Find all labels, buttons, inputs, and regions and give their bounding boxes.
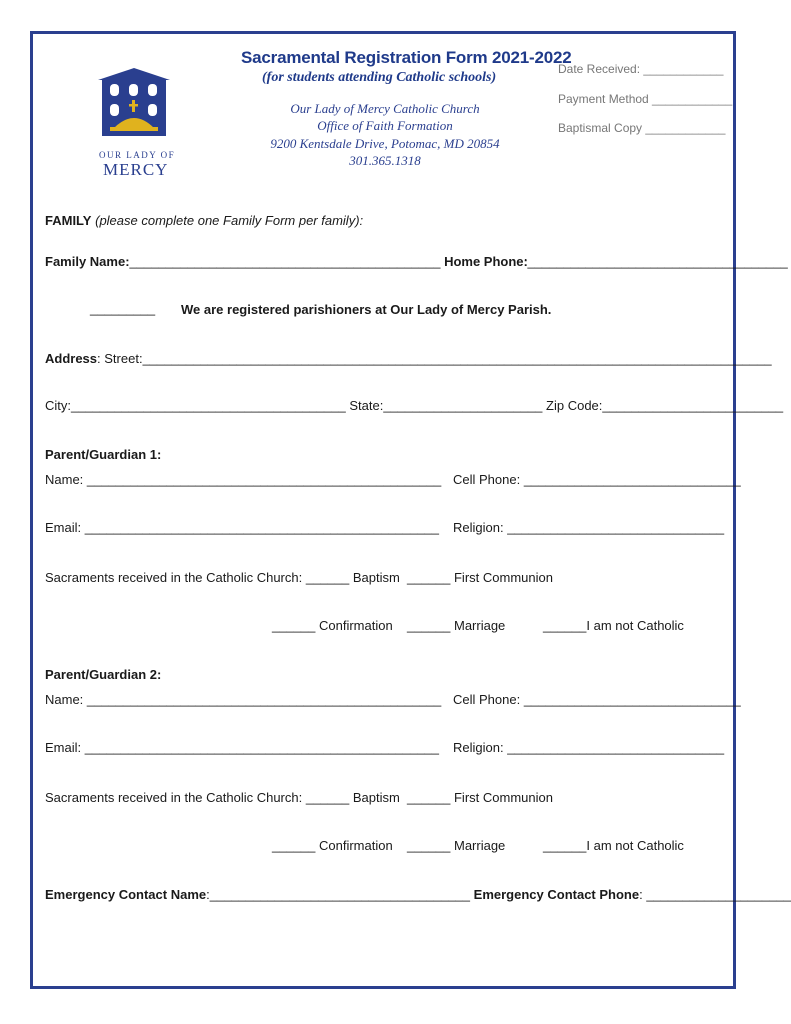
form-subtitle: (for students attending Catholic schools): [262, 70, 497, 85]
religion-label: Religion:: [453, 520, 508, 535]
guardian1-baptism[interactable]: Sacraments received in the Catholic Church: ______ Baptism: [45, 570, 400, 585]
guardian2-baptism[interactable]: Sacraments received in the Catholic Church: ______ Baptism: [45, 790, 400, 805]
logo-line2: MERCY: [103, 160, 169, 179]
guardian1-first-communion[interactable]: ______ First Communion: [407, 570, 553, 585]
cell-label: Cell Phone:: [453, 692, 524, 707]
home-phone-label: Home Phone:: [444, 254, 528, 269]
guardian2-religion-input[interactable]: ______________________________: [507, 740, 725, 755]
family-heading-note: (please complete one Family Form per family):: [95, 213, 364, 228]
guardian2-first-communion[interactable]: ______ First Communion: [407, 790, 553, 805]
church-tower-icon: [96, 66, 172, 146]
city-row: [45, 398, 783, 413]
guardian1-email-row: [45, 520, 439, 535]
guardian1-not-catholic[interactable]: ______I am not Catholic: [543, 618, 684, 633]
church-phone: 301.365.1318: [349, 153, 421, 168]
emergency-row: [45, 887, 791, 902]
guardian1-religion-row: [453, 520, 724, 535]
form-title: Sacramental Registration Form 2021-2022: [241, 48, 572, 67]
address-label: Address: [45, 351, 98, 366]
family-name-row: [45, 254, 788, 269]
church-address: 9200 Kentsdale Drive, Potomac, MD 20854: [270, 136, 500, 151]
guardian2-name-input[interactable]: _________________________________________________: [86, 692, 442, 707]
guardian2-name-row: [45, 692, 441, 707]
guardian2-not-catholic[interactable]: ______I am not Catholic: [543, 838, 684, 853]
guardian2-confirmation[interactable]: ______ Confirmation: [272, 838, 393, 853]
guardian1-religion-input[interactable]: ______________________________: [507, 520, 725, 535]
family-name-label: Family Name:: [45, 254, 130, 269]
name-label: Name:: [45, 472, 87, 487]
state-label: State:: [349, 398, 384, 413]
office-name: Office of Faith Formation: [317, 118, 453, 133]
guardian1-heading: Parent/Guardian 1:: [45, 447, 162, 462]
zip-input[interactable]: _________________________: [602, 398, 784, 413]
cell-label: Cell Phone:: [453, 472, 524, 487]
emergency-name-input[interactable]: :____________________________________: [206, 887, 471, 902]
address-row: [45, 351, 772, 366]
name-label: Name:: [45, 692, 87, 707]
guardian1-cell-input[interactable]: ______________________________: [523, 472, 741, 487]
guardian1-email-input[interactable]: _________________________________________________: [84, 520, 440, 535]
date-received-field[interactable]: Date Received: ____________: [558, 62, 724, 76]
city-label: City:: [45, 398, 71, 413]
logo-line1: OUR LADY OF: [99, 150, 176, 160]
parish-statement: We are registered parishioners at Our Lady of Mercy Parish.: [181, 302, 552, 317]
emergency-phone-input[interactable]: : ____________________: [639, 887, 791, 902]
guardian2-cell-input[interactable]: ______________________________: [523, 692, 741, 707]
guardian1-name-row: [45, 472, 441, 487]
parish-logo: [96, 66, 176, 179]
zip-label: Zip Code:: [546, 398, 603, 413]
family-name-input[interactable]: ___________________________________________: [129, 254, 441, 269]
street-input[interactable]: _______________________________________________________________________________________: [142, 351, 772, 366]
guardian1-name-input[interactable]: _________________________________________________: [86, 472, 442, 487]
payment-method-field[interactable]: Payment Method ____________: [558, 92, 733, 106]
street-label: : Street:: [97, 351, 143, 366]
guardian2-heading: Parent/Guardian 2:: [45, 667, 162, 682]
family-heading: [45, 213, 363, 228]
guardian1-cell-row: [453, 472, 741, 487]
email-label: Email:: [45, 740, 85, 755]
guardian1-confirmation[interactable]: ______ Confirmation: [272, 618, 393, 633]
baptismal-copy-field[interactable]: Baptismal Copy ____________: [558, 121, 726, 135]
family-heading-bold: FAMILY: [45, 213, 92, 228]
guardian2-religion-row: [453, 740, 724, 755]
church-name: Our Lady of Mercy Catholic Church: [290, 101, 480, 116]
email-label: Email:: [45, 520, 85, 535]
religion-label: Religion:: [453, 740, 508, 755]
parish-blank[interactable]: _________: [90, 301, 156, 316]
state-input[interactable]: ______________________: [383, 398, 543, 413]
guardian2-email-row: [45, 740, 439, 755]
city-input[interactable]: ______________________________________: [71, 398, 346, 413]
guardian1-marriage[interactable]: ______ Marriage: [407, 618, 506, 633]
emergency-name-label: Emergency Contact Name: [45, 887, 207, 902]
home-phone-input[interactable]: :____________________________________: [523, 254, 788, 269]
emergency-phone-label: Emergency Contact Phone: [473, 887, 640, 902]
guardian2-marriage[interactable]: ______ Marriage: [407, 838, 506, 853]
guardian2-cell-row: [453, 692, 741, 707]
guardian2-email-input[interactable]: _________________________________________________: [84, 740, 440, 755]
